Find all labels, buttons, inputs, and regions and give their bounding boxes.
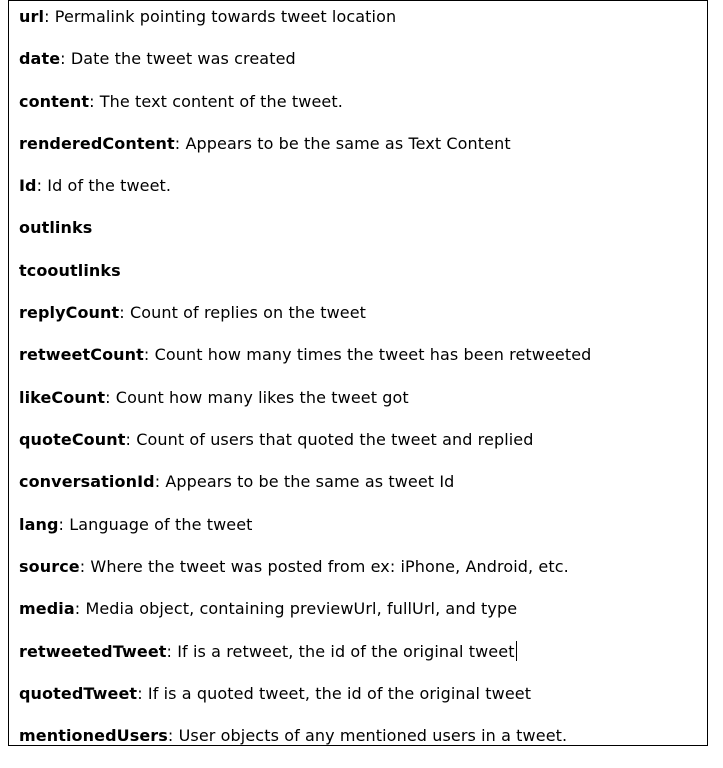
document-page	[8, 0, 708, 746]
field-separator: :	[89, 91, 100, 111]
field-row-url	[19, 7, 591, 49]
field-name: source	[19, 556, 80, 576]
field-row-quotedtweet	[19, 684, 591, 726]
field-name: content	[19, 91, 90, 111]
field-description: Where the tweet was posted from ex: iPhone, Android, etc.	[90, 556, 569, 576]
field-separator: :	[36, 176, 48, 196]
field-separator: :	[79, 556, 91, 576]
field-name: date	[19, 49, 61, 69]
field-description: Appears to be the same as Text Content	[185, 133, 511, 153]
field-name: mentionedUsers	[19, 726, 168, 746]
field-row-mentionedusers	[19, 726, 591, 768]
field-name: outlinks	[19, 218, 93, 238]
field-separator: :	[174, 133, 186, 153]
field-separator: :	[143, 345, 155, 365]
field-name: retweetCount	[19, 345, 144, 365]
field-row-quotecount	[19, 430, 591, 472]
field-row-likecount	[19, 388, 591, 430]
field-name: quotedTweet	[19, 683, 138, 703]
field-row-replycount	[19, 303, 591, 345]
field-description: Date the tweet was created	[70, 49, 296, 69]
field-description: If is a retweet, the id of the original tweet	[177, 642, 515, 662]
field-name: renderedContent	[19, 133, 175, 153]
field-row-retweetedtweet	[19, 641, 591, 683]
field-description: Id of the tweet.	[47, 176, 172, 196]
field-row-retweetcount	[19, 345, 591, 387]
field-separator: :	[74, 599, 86, 619]
field-name: conversationId	[19, 472, 155, 492]
field-description: Count how many likes the tweet got	[115, 387, 409, 407]
field-row-renderedcontent	[19, 134, 591, 176]
field-separator: :	[105, 387, 116, 407]
field-separator: :	[119, 303, 130, 323]
field-separator: :	[58, 514, 70, 534]
field-description: Media object, containing previewUrl, fullUrl, and type	[85, 599, 518, 619]
field-description: Permalink pointing towards tweet location	[54, 7, 397, 26]
field-separator: :	[137, 683, 148, 703]
field-name: Id	[19, 176, 37, 196]
field-name: quoteCount	[19, 429, 126, 449]
field-description: The text content of the tweet.	[99, 91, 343, 111]
field-list	[19, 7, 591, 768]
field-name: url	[19, 7, 45, 26]
field-row-source	[19, 557, 591, 599]
field-name: likeCount	[19, 387, 106, 407]
field-row-id	[19, 176, 591, 218]
field-row-lang	[19, 515, 591, 557]
field-name: retweetedTweet	[19, 642, 167, 662]
field-separator: :	[44, 7, 55, 26]
field-name: lang	[19, 514, 59, 534]
field-row-conversationid	[19, 472, 591, 514]
field-description: Count how many times the tweet has been retweeted	[154, 345, 592, 365]
field-row-content	[19, 92, 591, 134]
field-separator: :	[125, 429, 137, 449]
text-cursor	[516, 641, 517, 661]
field-description: User objects of any mentioned users in a tweet.	[178, 726, 568, 746]
field-separator: :	[167, 726, 179, 746]
field-separator: :	[154, 472, 166, 492]
field-description: Count of users that quoted the tweet and replied	[136, 429, 534, 449]
field-row-outlinks	[19, 218, 591, 260]
field-name: tcooutlinks	[19, 260, 121, 280]
field-description: Count of replies on the tweet	[129, 303, 367, 323]
field-separator: :	[60, 49, 71, 69]
field-description: Appears to be the same as tweet Id	[165, 472, 455, 492]
field-row-tcooutlinks	[19, 261, 591, 303]
field-description: If is a quoted tweet, the id of the original tweet	[147, 683, 532, 703]
field-row-date	[19, 49, 591, 91]
field-separator: :	[166, 642, 178, 662]
field-name: media	[19, 599, 75, 619]
field-name: replyCount	[19, 303, 120, 323]
field-row-media	[19, 599, 591, 641]
field-description: Language of the tweet	[69, 514, 253, 534]
